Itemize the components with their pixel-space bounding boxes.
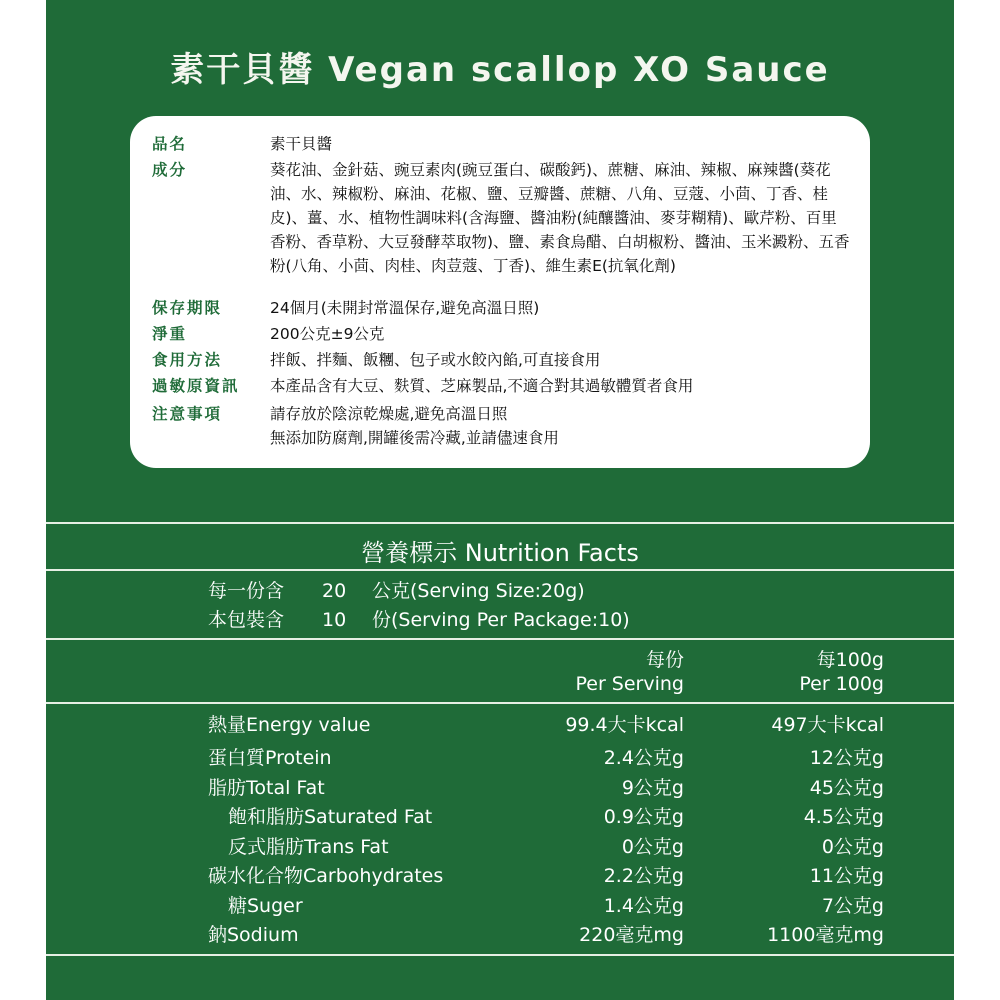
nutrient-name: 脂肪Total Fat — [208, 777, 325, 799]
info-value: 素干貝醬 — [270, 135, 333, 153]
info-label: 食用方法 — [152, 351, 223, 369]
info-row-shelf-life — [152, 296, 850, 320]
nutrient-row — [46, 920, 954, 949]
nutrient-name: 糖Suger — [228, 895, 303, 917]
info-value: 葵花油、金針菇、豌豆素肉(豌豆蛋白、碳酸鈣)、蔗糖、麻油、辣椒、麻辣醬(葵花油、水、辣椒粉、麻油、花椒、鹽、豆瓣醬、蔗糖、八角、豆蔻、小茴、丁香、桂皮)、薑、水、植物性調味料(含海鹽、醬油粉(純釀醬油、麥芽糊精)、歐芹粉、百里香粉、香草粉、大豆發酵萃取物)、鹽、素食烏醋、白胡椒粉、醬油、玉米澱粉、五香粉(八角、小茴、肉桂、肉荳蔻、丁香)、維生素E(抗氧化劑) — [270, 161, 850, 275]
info-row-notice-cont — [152, 426, 850, 450]
nutrition-title: 營養標示 Nutrition Facts — [361, 539, 639, 567]
col-header-per-serving-zh: 每份 — [645, 649, 684, 671]
nutrient-per-serving: 2.2公克g — [603, 865, 684, 887]
nutrient-per-serving: 99.4大卡kcal — [565, 714, 684, 736]
info-row-name — [152, 132, 850, 156]
info-row-usage — [152, 348, 850, 372]
nutrient-per-100g: 12公克g — [809, 747, 884, 769]
product-info-card — [130, 116, 870, 468]
col-header-per-100g-en: Per 100g — [799, 673, 884, 695]
nutrient-row — [46, 802, 954, 831]
nutrient-per-100g: 497大卡kcal — [771, 714, 884, 736]
col-header-per-serving-en: Per Serving — [575, 673, 684, 695]
nutrient-row — [46, 710, 954, 739]
nutrient-row — [46, 832, 954, 861]
nutrient-name: 蛋白質Protein — [208, 747, 332, 769]
serving-size-label: 每一份含 — [208, 580, 285, 602]
info-value: 拌飯、拌麵、飯糰、包子或水餃內餡,可直接食用 — [270, 351, 601, 369]
info-row-allergen — [152, 374, 850, 398]
nutrient-per-serving: 9公克g — [621, 777, 684, 799]
servings-per-package-label: 本包裝含 — [208, 609, 285, 631]
nutrient-per-100g: 4.5公克g — [803, 806, 884, 828]
nutrient-per-serving: 0.9公克g — [603, 806, 684, 828]
nutrient-name: 碳水化合物Carbohydrates — [208, 865, 444, 887]
nutrient-name: 反式脂肪Trans Fat — [228, 836, 389, 858]
nutrient-name: 熱量Energy value — [208, 714, 371, 736]
servings-per-package-unit: 份(Serving Per Package:10) — [372, 609, 630, 631]
info-value: 無添加防腐劑,開罐後需冷藏,並請儘速食用 — [270, 429, 559, 447]
info-value: 請存放於陰涼乾燥處,避免高溫日照 — [270, 405, 508, 423]
info-row-ingredients — [152, 158, 850, 278]
label-panel — [46, 0, 954, 1000]
serving-size-amount: 20 — [322, 580, 347, 602]
nutrient-per-serving: 2.4公克g — [603, 747, 684, 769]
nutrient-name: 飽和脂肪Saturated Fat — [228, 806, 433, 828]
nutrient-per-100g: 7公克g — [821, 895, 884, 917]
nutrient-per-serving: 1.4公克g — [603, 895, 684, 917]
servings-per-package-amount: 10 — [322, 609, 347, 631]
col-header-per-100g-zh: 每100g — [816, 649, 884, 671]
divider — [46, 638, 954, 640]
nutrient-per-100g: 0公克g — [821, 836, 884, 858]
nutrient-row — [46, 773, 954, 802]
nutrient-row — [46, 743, 954, 772]
info-label: 過敏原資訊 — [152, 377, 240, 395]
info-label: 保存期限 — [152, 299, 223, 317]
divider — [46, 954, 954, 956]
divider — [46, 702, 954, 704]
divider — [46, 569, 954, 571]
info-row-notice — [152, 402, 850, 426]
info-value: 本產品含有大豆、麩質、芝麻製品,不適合對其過敏體質者食用 — [270, 377, 694, 395]
info-value: 24個月(未開封常溫保存,避免高溫日照) — [270, 299, 540, 317]
nutrient-per-100g: 45公克g — [809, 777, 884, 799]
nutrient-per-serving: 0公克g — [621, 836, 684, 858]
info-label: 成分 — [152, 161, 188, 179]
divider — [46, 522, 954, 524]
nutrient-per-100g: 11公克g — [809, 865, 884, 887]
nutrient-name: 鈉Sodium — [208, 924, 299, 946]
nutrient-per-100g: 1100毫克mg — [767, 924, 884, 946]
info-label: 品名 — [152, 135, 188, 153]
info-row-net-weight — [152, 322, 850, 346]
serving-size-unit: 公克(Serving Size:20g) — [372, 580, 585, 602]
info-value: 200公克±9公克 — [270, 325, 385, 343]
nutrient-per-serving: 220毫克mg — [579, 924, 684, 946]
info-label: 淨重 — [152, 325, 188, 343]
nutrient-row — [46, 891, 954, 920]
nutrient-row — [46, 861, 954, 890]
product-title: 素干貝醬 Vegan scallop XO Sauce — [170, 50, 830, 90]
info-label: 注意事項 — [152, 405, 223, 423]
